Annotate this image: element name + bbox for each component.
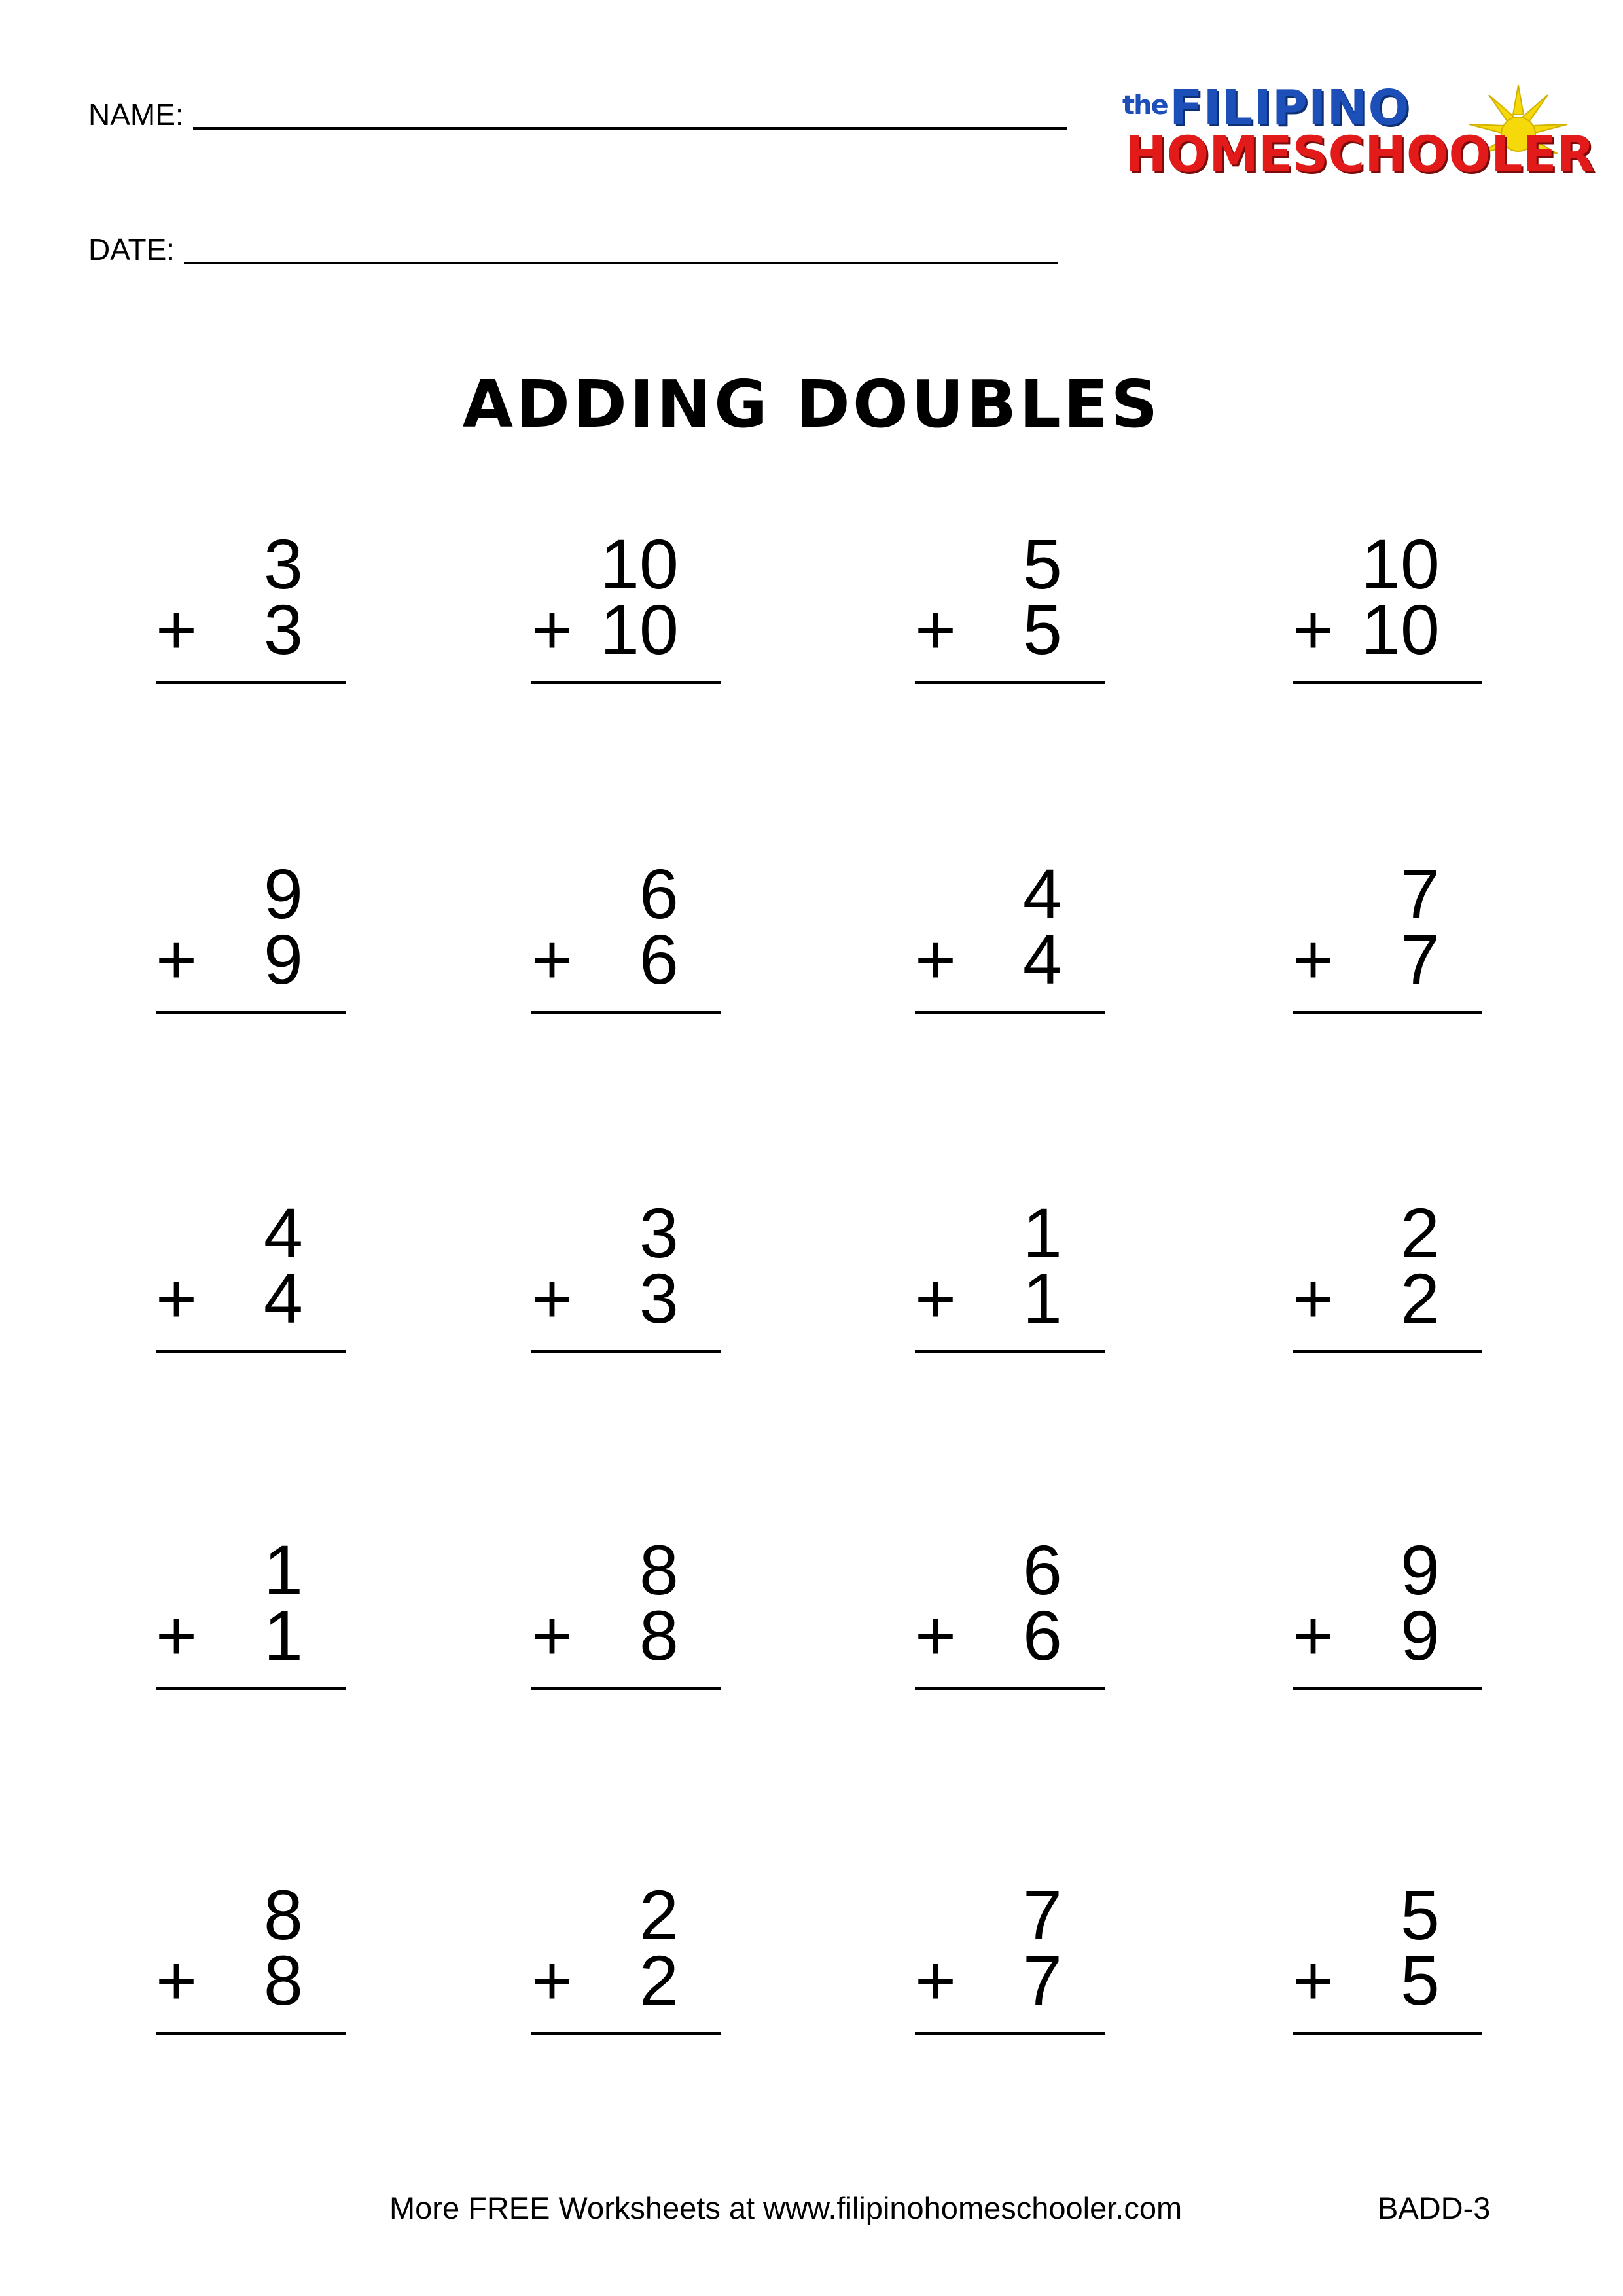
operator-row	[1293, 1596, 1440, 1675]
operator-row	[1293, 1259, 1440, 1338]
addition-problem	[915, 854, 1105, 1016]
answer-line[interactable]	[531, 2032, 721, 2035]
bottom-addend: 9	[1400, 1596, 1440, 1675]
bottom-addend: 5	[1022, 590, 1062, 669]
answer-line[interactable]	[156, 1011, 346, 1014]
plus-sign: +	[531, 590, 573, 669]
plus-sign: +	[915, 1259, 957, 1338]
answer-line[interactable]	[1293, 681, 1482, 684]
addition-problem	[1293, 524, 1482, 686]
plus-sign: +	[531, 920, 573, 999]
bottom-addend: 6	[1022, 1596, 1062, 1675]
addition-problem	[156, 1530, 346, 1692]
operator-row	[915, 590, 1062, 669]
answer-line[interactable]	[915, 1687, 1105, 1690]
top-addend: 4	[263, 1193, 303, 1272]
answer-line[interactable]	[915, 1350, 1105, 1353]
bottom-addend: 8	[263, 1941, 303, 2020]
operator-row	[531, 1596, 679, 1675]
bottom-addend: 4	[1022, 920, 1062, 999]
bottom-addend: 7	[1400, 920, 1440, 999]
answer-line[interactable]	[1293, 1011, 1482, 1014]
operator-row	[915, 920, 1062, 999]
addition-problem	[1293, 1875, 1482, 2037]
bottom-addend: 10	[1361, 590, 1440, 669]
answer-line[interactable]	[156, 1350, 346, 1353]
answer-line[interactable]	[531, 1350, 721, 1353]
operator-row	[1293, 590, 1440, 669]
plus-sign: +	[531, 1259, 573, 1338]
addition-problem	[531, 524, 721, 686]
addition-problem	[531, 1530, 721, 1692]
top-addend: 7	[1022, 1875, 1062, 1954]
top-addend: 6	[1022, 1530, 1062, 1609]
operator-row	[531, 590, 679, 669]
top-addend: 10	[1361, 524, 1440, 603]
bottom-addend: 2	[639, 1941, 679, 2020]
plus-sign: +	[1293, 1259, 1334, 1338]
top-addend: 9	[1400, 1530, 1440, 1609]
plus-sign: +	[915, 1941, 957, 2020]
bottom-addend: 1	[263, 1596, 303, 1675]
addition-problem	[915, 1530, 1105, 1692]
bottom-addend: 3	[263, 590, 303, 669]
answer-line[interactable]	[915, 2032, 1105, 2035]
bottom-addend: 9	[263, 920, 303, 999]
addition-problem	[915, 1193, 1105, 1355]
answer-line[interactable]	[156, 2032, 346, 2035]
top-addend: 1	[263, 1530, 303, 1609]
operator-row	[156, 1941, 303, 2020]
logo-the-text: the	[1122, 90, 1168, 120]
bottom-addend: 10	[599, 590, 679, 669]
operator-row	[156, 1259, 303, 1338]
addition-problem	[1293, 854, 1482, 1016]
top-addend: 9	[263, 854, 303, 933]
plus-sign: +	[156, 920, 198, 999]
logo-homeschooler-text: HOMESCHOOLER	[1125, 125, 1595, 183]
top-addend: 5	[1400, 1875, 1440, 1954]
bottom-addend: 8	[639, 1596, 679, 1675]
bottom-addend: 5	[1400, 1941, 1440, 2020]
top-addend: 5	[1022, 524, 1062, 603]
bottom-addend: 6	[639, 920, 679, 999]
addition-problem	[915, 524, 1105, 686]
bottom-addend: 2	[1400, 1259, 1440, 1338]
addition-problem	[1293, 1530, 1482, 1692]
logo-filipino-text: FILIPINO	[1169, 80, 1410, 136]
addition-problem	[156, 1193, 346, 1355]
plus-sign: +	[531, 1596, 573, 1675]
plus-sign: +	[156, 1259, 198, 1338]
top-addend: 2	[639, 1875, 679, 1954]
answer-line[interactable]	[915, 1011, 1105, 1014]
top-addend: 1	[1022, 1193, 1062, 1272]
answer-line[interactable]	[156, 1687, 346, 1690]
answer-line[interactable]	[1293, 1350, 1482, 1353]
top-addend: 3	[639, 1193, 679, 1272]
plus-sign: +	[531, 1941, 573, 2020]
operator-row	[915, 1596, 1062, 1675]
operator-row	[1293, 920, 1440, 999]
plus-sign: +	[1293, 920, 1334, 999]
addition-problem	[531, 854, 721, 1016]
top-addend: 2	[1400, 1193, 1440, 1272]
bottom-addend: 7	[1022, 1941, 1062, 2020]
top-addend: 3	[263, 524, 303, 603]
addition-problem	[156, 854, 346, 1016]
worksheet-code: BADD-3	[1378, 2191, 1491, 2225]
operator-row	[915, 1941, 1062, 2020]
bottom-addend: 3	[639, 1259, 679, 1338]
answer-line[interactable]	[915, 681, 1105, 684]
operator-row	[156, 590, 303, 669]
operator-row	[531, 1259, 679, 1338]
addition-problem	[156, 524, 346, 686]
plus-sign: +	[156, 1596, 198, 1675]
top-addend: 8	[263, 1875, 303, 1954]
answer-line[interactable]	[156, 681, 346, 684]
top-addend: 6	[639, 854, 679, 933]
footer-text: More FREE Worksheets at www.filipinohomeschooler.com	[389, 2191, 1183, 2225]
answer-line[interactable]	[531, 1687, 721, 1690]
operator-row	[156, 920, 303, 999]
answer-line[interactable]	[1293, 2032, 1482, 2035]
operator-row	[531, 920, 679, 999]
operator-row	[156, 1596, 303, 1675]
top-addend: 8	[639, 1530, 679, 1609]
date-label: DATE:	[88, 232, 175, 266]
plus-sign: +	[156, 590, 198, 669]
bottom-addend: 4	[263, 1259, 303, 1338]
operator-row	[1293, 1941, 1440, 2020]
bottom-addend: 1	[1022, 1259, 1062, 1338]
page-title: ADDING DOUBLES	[462, 366, 1161, 442]
addition-problem	[156, 1875, 346, 2037]
top-addend: 10	[599, 524, 679, 603]
plus-sign: +	[1293, 1941, 1334, 2020]
top-addend: 7	[1400, 854, 1440, 933]
addition-problem	[1293, 1193, 1482, 1355]
answer-line[interactable]	[1293, 1687, 1482, 1690]
answer-line[interactable]	[531, 1011, 721, 1014]
addition-problem	[531, 1875, 721, 2037]
top-addend: 4	[1022, 854, 1062, 933]
plus-sign: +	[915, 590, 957, 669]
plus-sign: +	[1293, 590, 1334, 669]
addition-problem	[915, 1875, 1105, 2037]
operator-row	[915, 1259, 1062, 1338]
plus-sign: +	[915, 1596, 957, 1675]
plus-sign: +	[156, 1941, 198, 2020]
addition-problem	[531, 1193, 721, 1355]
answer-line[interactable]	[531, 681, 721, 684]
plus-sign: +	[915, 920, 957, 999]
operator-row	[531, 1941, 679, 2020]
plus-sign: +	[1293, 1596, 1334, 1675]
name-label: NAME:	[88, 98, 184, 132]
